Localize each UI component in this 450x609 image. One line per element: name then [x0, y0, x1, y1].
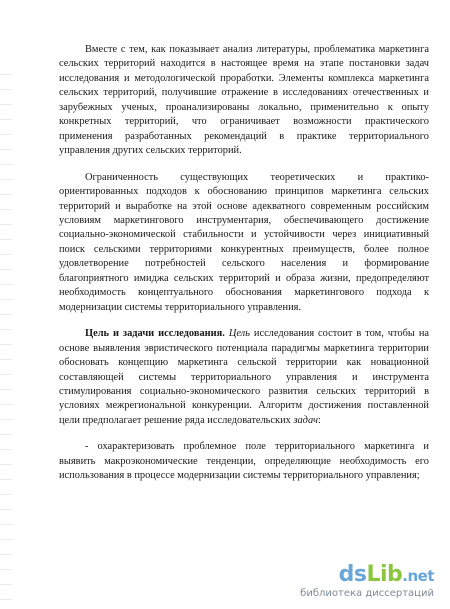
scan-edge-artifact — [0, 60, 12, 600]
tasks-word: задач — [293, 414, 318, 426]
dslib-watermark — [300, 564, 434, 599]
watermark-subtitle: библиотека диссертаций — [300, 588, 434, 599]
paragraph-3 — [59, 327, 429, 428]
goal-word: Цель — [228, 328, 250, 340]
paragraph-1: Вместе с тем, как показывает анализ литературы, проблематика маркетинга сельских территорий находится в настоящее время на этапе постановки задач исследования и методологической проработки. Элементы комплекса маркетинга сельских территорий, получившие отражение в исследованиях отечественных и зарубежных ученых, проанализированы локально, применительно к опыту конкретных территорий, что ограничивает возможности практического применения разработанных рекомендаций в практике территориального управления других сельских территорий. — [59, 44, 429, 157]
paragraph-2: Ограниченность существующих теоретических и практико-ориентированных подходов к обоснованию принципов маркетинга сельских территорий и выработке на этой основе адекватного современным российским условиям маркетингового инструментария, обеспечивающего достижение социально-экономической стабильности и устойчивости через инициативный поиск сельскими территориями конкурентных преимуществ, более полное удовлетворение потребностей сельского населения и формирование благоприятного имиджа сельских территорий и образа жизни, предопределяют необходимость концептуального обоснования маркетингового подхода к модернизации системы территориального управления. — [59, 171, 429, 313]
goal-text-end: : — [317, 414, 321, 426]
list-item-1: - охарактеризовать проблемное поле территориального маркетинга и выявить макроэкономические тенденции, определяющие необходимость его использования в процессе модернизации системы территориального управления; — [59, 441, 429, 482]
dslib-logo: dsLib.net — [338, 562, 434, 587]
goals-heading: Цель и задачи исследования. — [85, 328, 225, 340]
document-body — [59, 43, 429, 484]
goal-text: исследования состоит в том, чтобы на основе выявления эвристического потенциала парадигмы маркетинга территории обосновать концепцию маркетинга сельской территории как новационной составляющей системы территориального управления и инструмента стимулирования социально-экономического развития сельских территорий в условиях межрегиональной конкуренции. Алгоритм достижения поставленной цели предполагает решение ряда исследовательских — [59, 328, 430, 426]
